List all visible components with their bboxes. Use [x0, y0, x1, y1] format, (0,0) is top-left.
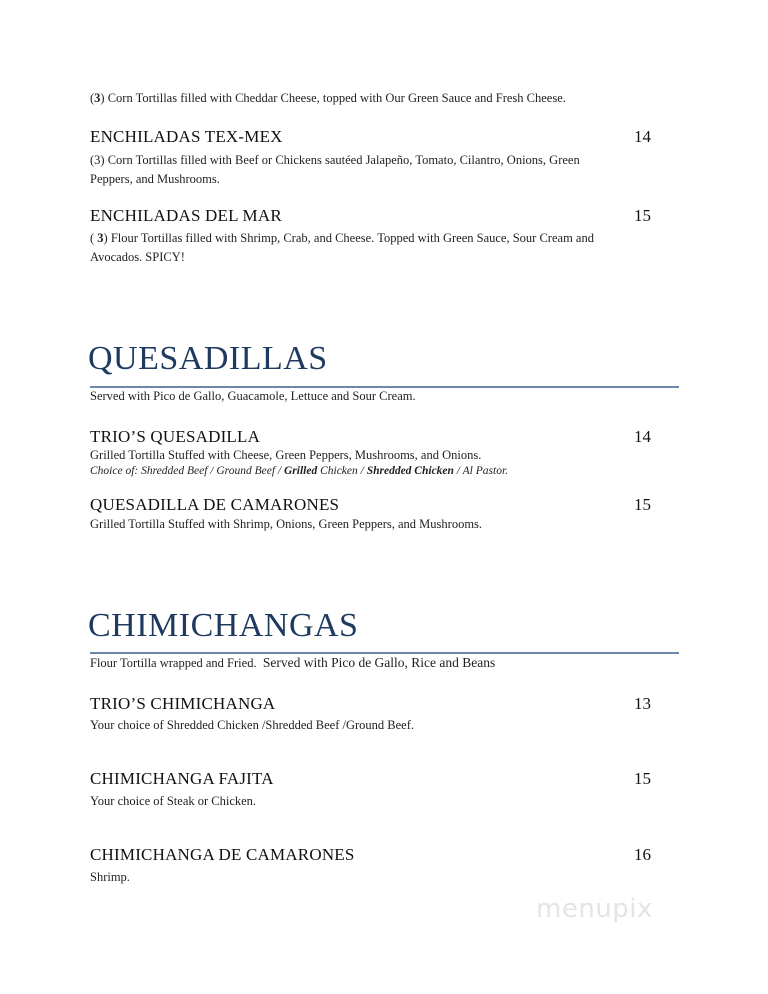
item-name-enchiladas-tex-mex: ENCHILADAS TEX-MEX	[90, 127, 283, 146]
item-price-trios-chimichanga: 13	[634, 694, 651, 713]
item-desc-enchiladas-tex-mex	[90, 151, 690, 189]
item-desc-enchiladas-del-mar	[90, 229, 690, 267]
section-subtitle-quesadillas: Served with Pico de Gallo, Guacamole, Lettuce and Sour Cream.	[90, 389, 416, 403]
item-name-chimichanga-fajita: CHIMICHANGA FAJITA	[90, 769, 274, 788]
item-desc-chimichanga-fajita: Your choice of Steak or Chicken.	[90, 794, 257, 808]
subtitle-part: Served with Pico de Gallo, Rice and Beans	[262, 655, 496, 670]
choice-bold: Shredded Chicken	[366, 465, 454, 477]
item-choices-trios-quesadilla	[90, 463, 710, 479]
item-name-quesadilla-de-camarones: QUESADILLA DE CAMARONES	[90, 495, 340, 514]
subtitle-part: Flour Tortilla wrapped and Fried.	[90, 656, 257, 670]
intro-qty: 3	[94, 91, 101, 105]
section-title-quesadillas: QUESADILLAS	[88, 340, 328, 377]
choice-text: / Al Pastor.	[453, 465, 509, 477]
item-price-enchiladas-tex-mex: 14	[634, 127, 651, 146]
item-name-trios-chimichanga: TRIO’S CHIMICHANGA	[90, 694, 276, 713]
desc-line: Peppers, and Mushrooms.	[90, 172, 220, 186]
item-name-enchiladas-del-mar: ENCHILADAS DEL MAR	[90, 206, 282, 225]
choice-text: Chicken /	[317, 465, 367, 477]
section-title-chimichangas: CHIMICHANGAS	[88, 607, 359, 644]
item-price-chimichanga-de-camarones: 16	[634, 845, 651, 864]
item-desc-trios-chimichanga: Your choice of Shredded Chicken /Shredded Beef /Ground Beef.	[90, 718, 414, 732]
item-price-quesadilla-de-camarones: 15	[634, 495, 651, 514]
desc-line: (3) Corn Tortillas filled with Beef or Chickens sautéed Jalapeño, Tomato, Cilantro, Onions, Green	[90, 153, 580, 167]
item-desc-chimichanga-de-camarones: Shrimp.	[90, 870, 130, 884]
desc-line: Avocados. SPICY!	[90, 250, 185, 264]
choice-text: Choice of: Shredded Beef / Ground Beef /	[90, 465, 284, 477]
intro-text: Corn Tortillas filled with Cheddar Cheese, topped with Our Green Sauce and Fresh Cheese.	[107, 91, 566, 105]
section-subtitle-chimichangas	[90, 653, 710, 673]
item-price-trios-quesadilla: 14	[634, 427, 651, 446]
item-name-trios-quesadilla: TRIO’S QUESADILLA	[90, 427, 261, 446]
item-name-chimichanga-de-camarones: CHIMICHANGA DE CAMARONES	[90, 845, 355, 864]
desc-text: Flour Tortillas filled with Shrimp, Crab, and Cheese. Topped with Green Sauce, Sour Cream and	[110, 231, 594, 245]
item-price-chimichanga-fajita: 15	[634, 769, 651, 788]
item-desc-trios-quesadilla: Grilled Tortilla Stuffed with Cheese, Green Peppers, Mushrooms, and Onions.	[90, 448, 482, 462]
item-desc-quesadilla-de-camarones: Grilled Tortilla Stuffed with Shrimp, Onions, Green Peppers, and Mushrooms.	[90, 517, 483, 531]
desc-line: ( 3) Flour Tortillas filled with Shrimp, Crab, and Cheese. Topped with Green Sauce, Sour Cream and	[90, 231, 594, 245]
item-price-enchiladas-del-mar: 15	[634, 206, 651, 225]
intro-description: (3) Corn Tortillas filled with Cheddar Cheese, topped with Our Green Sauce and Fresh Cheese.	[90, 91, 566, 105]
item-qty: 3	[97, 231, 104, 245]
choice-bold: Grilled	[283, 465, 318, 477]
menupix-watermark: menupix	[536, 894, 653, 924]
